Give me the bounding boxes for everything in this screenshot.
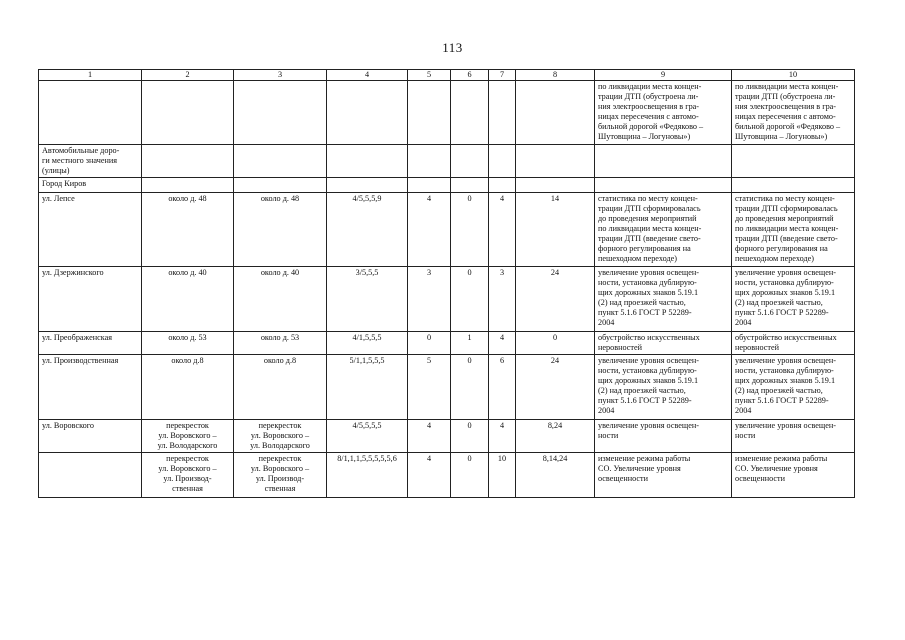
measures-cell: изменение режима работы СО. Увеличение уровня освещенности	[595, 453, 732, 498]
measures-cell: увеличение уровня освещен- ности, установка дублирую- щих дорожных знаков 5.19.1 (2) над проезжей частью, пункт 5.1.6 ГОСТ Р 52289- 2004	[732, 267, 855, 332]
value-cell: 0	[408, 332, 451, 355]
value-cell: 4	[489, 193, 516, 267]
value-cell: 1	[451, 332, 489, 355]
location-cell: перекресток ул. Воровского – ул. Производ- ственная	[234, 453, 327, 498]
table-row	[39, 420, 855, 453]
value-cell: 24	[516, 267, 595, 332]
location-cell: перекресток ул. Воровского – ул. Володарского	[234, 420, 327, 453]
location-cell: около д. 53	[234, 332, 327, 355]
value-cell: 6	[489, 355, 516, 420]
value-cell: 4	[408, 193, 451, 267]
location-cell: около д. 40	[142, 267, 234, 332]
value-cell: 3/5,5,5	[327, 267, 408, 332]
column-header: 6	[451, 70, 489, 81]
city-label: Город Киров	[39, 178, 142, 193]
measures-cell: по ликвидации места концен- трации ДТП (обустроена ли- ния электроосвещения в гра- ницах пересечения с автомо- бильной дорогой «Федяково – Шутовщина – Логуновы»)	[732, 81, 855, 145]
location-cell: перекресток ул. Воровского – ул. Производ- ственная	[142, 453, 234, 498]
location-cell: около д.8	[234, 355, 327, 420]
column-header: 9	[595, 70, 732, 81]
value-cell: 4/5,5,5,9	[327, 193, 408, 267]
value-cell: 5	[408, 355, 451, 420]
street-cell: ул. Преображенская	[39, 332, 142, 355]
value-cell: 4	[489, 420, 516, 453]
section-label: Автомобильные доро- ги местного значения (улицы)	[39, 145, 142, 178]
measures-cell: увеличение уровня освещен- ности	[732, 420, 855, 453]
value-cell: 8,24	[516, 420, 595, 453]
street-cell	[39, 453, 142, 498]
measures-cell: увеличение уровня освещен- ности	[595, 420, 732, 453]
measures-cell: изменение режима работы СО. Увеличение уровня освещенности	[732, 453, 855, 498]
value-cell: 14	[516, 193, 595, 267]
column-header: 8	[516, 70, 595, 81]
street-cell: ул. Производственная	[39, 355, 142, 420]
table-row	[39, 453, 855, 498]
table-row	[39, 193, 855, 267]
measures-cell: увеличение уровня освещен- ности, установка дублирую- щих дорожных знаков 5.19.1 (2) над проезжей частью, пункт 5.1.6 ГОСТ Р 52289- 2004	[595, 267, 732, 332]
column-header: 4	[327, 70, 408, 81]
value-cell: 0	[451, 267, 489, 332]
measures-cell: увеличение уровня освещен- ности, установка дублирую- щих дорожных знаков 5.19.1 (2) над проезжей частью, пункт 5.1.6 ГОСТ Р 52289- 2004	[595, 355, 732, 420]
table-row	[39, 267, 855, 332]
value-cell: 4/1,5,5,5	[327, 332, 408, 355]
value-cell: 4	[489, 332, 516, 355]
value-cell: 3	[408, 267, 451, 332]
measures-cell: обустройство искусственных неровностей	[595, 332, 732, 355]
data-table	[38, 69, 855, 498]
page-number: 113	[442, 40, 463, 55]
value-cell: 4	[408, 420, 451, 453]
value-cell: 8/1,1,1,5,5,5,5,5,6	[327, 453, 408, 498]
value-cell: 8,14,24	[516, 453, 595, 498]
column-header: 10	[732, 70, 855, 81]
continuation-row	[39, 81, 855, 145]
value-cell: 0	[451, 193, 489, 267]
value-cell: 24	[516, 355, 595, 420]
measures-cell: по ликвидации места концен- трации ДТП (обустроена ли- ния электроосвещения в гра- ницах пересечения с автомо- бильной дорогой «Федяково – Шутовщина – Логуновы»)	[595, 81, 732, 145]
measures-cell: статистика по месту концен- трации ДТП сформировалась до проведения мероприятий по ликвидации места концен- трации ДТП (введение свето- форного регулирования на пешеходном переходе)	[732, 193, 855, 267]
location-cell: перекресток ул. Воровского – ул. Володарского	[142, 420, 234, 453]
column-header-row	[39, 70, 855, 81]
table-row	[39, 355, 855, 420]
column-header: 1	[39, 70, 142, 81]
location-cell: около д.8	[142, 355, 234, 420]
value-cell: 0	[516, 332, 595, 355]
street-cell: ул. Дзержинского	[39, 267, 142, 332]
value-cell: 0	[451, 420, 489, 453]
column-header: 2	[142, 70, 234, 81]
value-cell: 10	[489, 453, 516, 498]
value-cell: 0	[451, 355, 489, 420]
column-header: 3	[234, 70, 327, 81]
street-cell: ул. Лепсе	[39, 193, 142, 267]
value-cell: 0	[451, 453, 489, 498]
street-cell: ул. Воровского	[39, 420, 142, 453]
location-cell: около д. 40	[234, 267, 327, 332]
value-cell: 4	[408, 453, 451, 498]
table-row	[39, 332, 855, 355]
location-cell: около д. 53	[142, 332, 234, 355]
measures-cell: статистика по месту концен- трации ДТП сформировалась до проведения мероприятий по ликвидации места концен- трации ДТП (введение свето- форного регулирования на пешеходном переходе)	[595, 193, 732, 267]
section-row	[39, 145, 855, 178]
city-row	[39, 178, 855, 193]
value-cell: 5/1,1,5,5,5	[327, 355, 408, 420]
value-cell: 3	[489, 267, 516, 332]
measures-cell: увеличение уровня освещен- ности, установка дублирую- щих дорожных знаков 5.19.1 (2) над проезжей частью, пункт 5.1.6 ГОСТ Р 52289- 2004	[732, 355, 855, 420]
measures-cell: обустройство искусственных неровностей	[732, 332, 855, 355]
column-header: 5	[408, 70, 451, 81]
value-cell: 4/5,5,5,5	[327, 420, 408, 453]
column-header: 7	[489, 70, 516, 81]
location-cell: около д. 48	[234, 193, 327, 267]
location-cell: около д. 48	[142, 193, 234, 267]
